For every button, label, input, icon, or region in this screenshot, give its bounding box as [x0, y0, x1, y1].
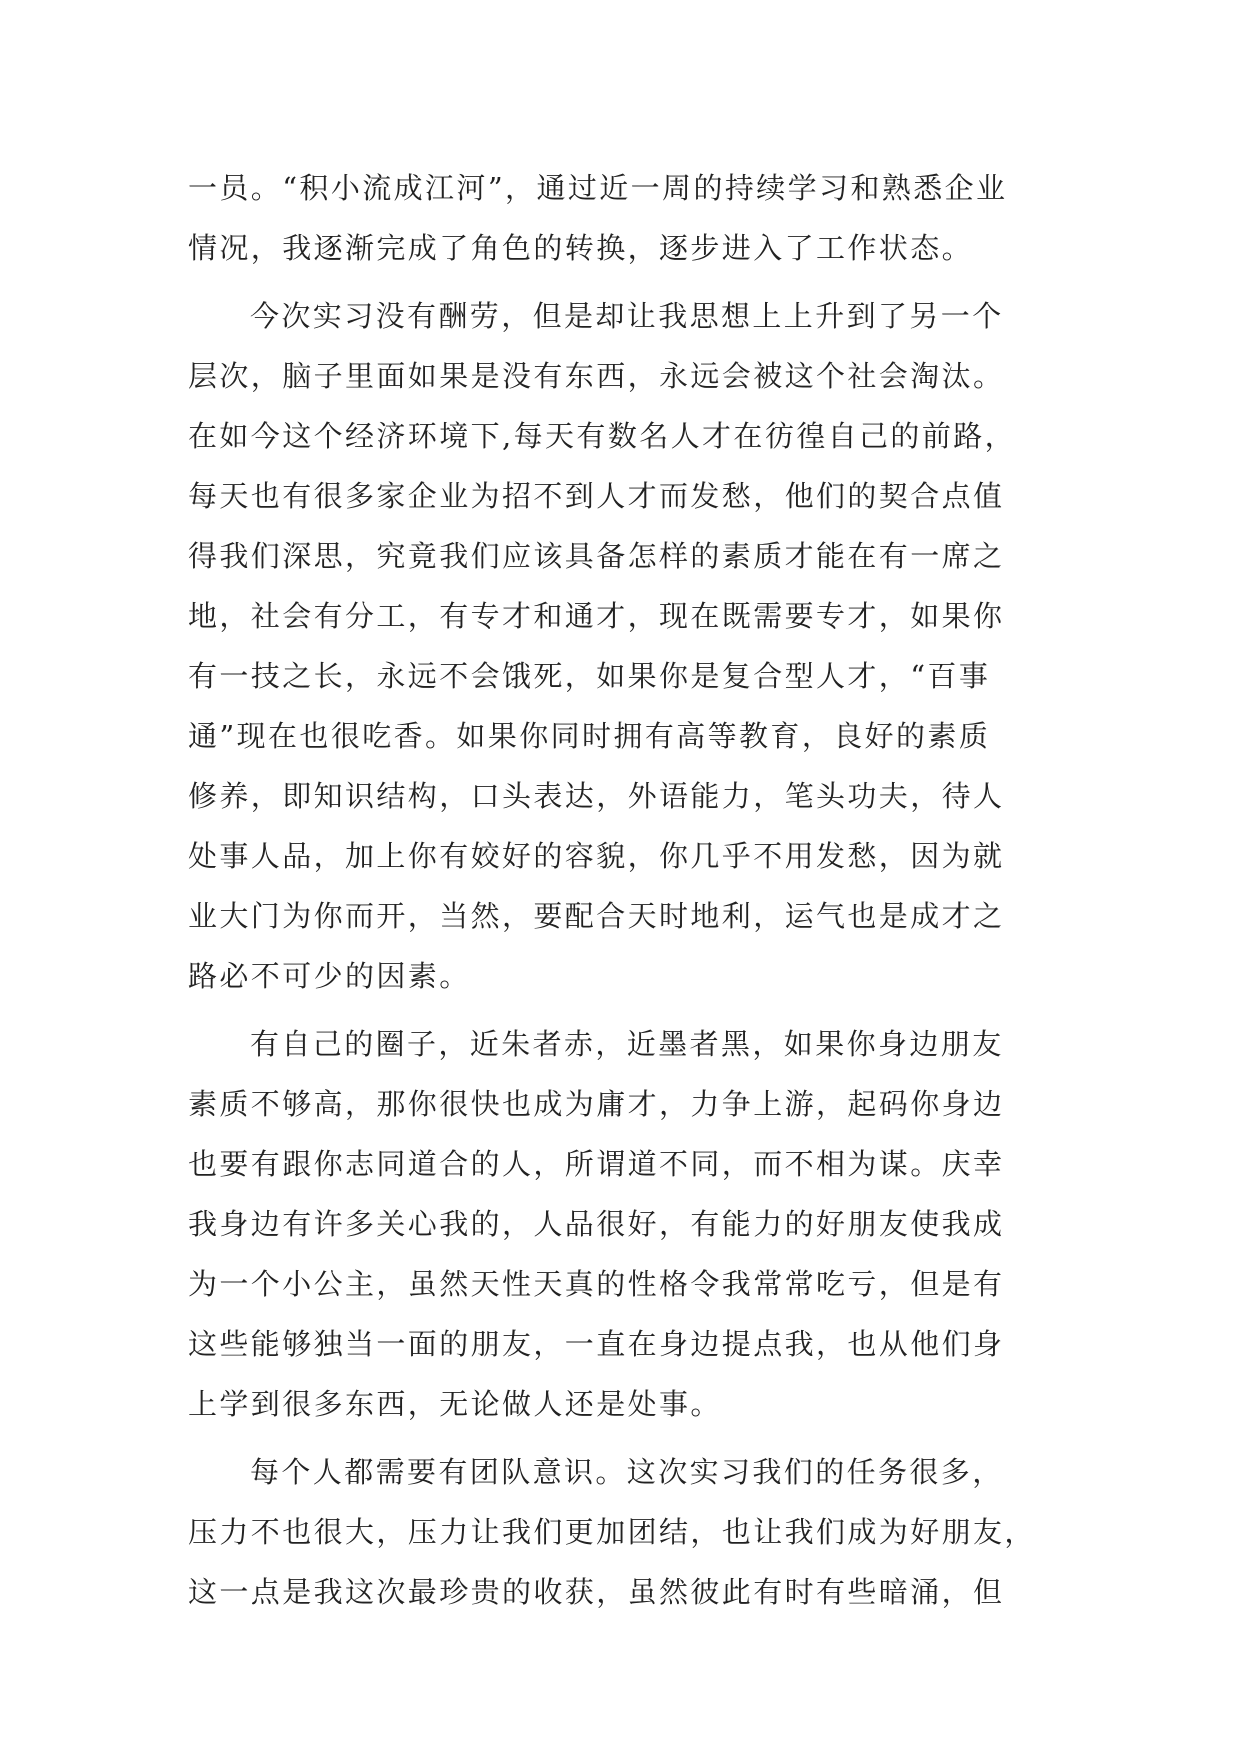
text-line: 业大门为你而开，当然，要配合天时地利，运气也是成才之 — [188, 899, 1005, 933]
text-line: 也要有跟你志同道合的人，所谓道不同，而不相为谋。庆幸 — [188, 1147, 1005, 1181]
text-line: 处事人品，加上你有姣好的容貌，你几乎不用发愁，因为就 — [188, 839, 1005, 873]
text-line: 地，社会有分工，有专才和通才，现在既需要专才，如果你 — [188, 599, 1005, 633]
text-line: 一员。“积小流成江河”，通过近一周的持续学习和熟悉企业 — [188, 171, 1008, 205]
text-line: 在如今这个经济环境下,每天有数名人才在彷徨自己的前路， — [188, 419, 1017, 453]
body-text — [188, 158, 1068, 1622]
paragraph-start-line: 有自己的圈子，近朱者赤，近墨者黑，如果你身边朋友 — [250, 1027, 1004, 1061]
text-line: 这些能够独当一面的朋友，一直在身边提点我，也从他们身 — [188, 1327, 1005, 1361]
text-line: 得我们深思，究竟我们应该具备怎样的素质才能在有一席之 — [188, 539, 1005, 573]
text-line: 修养，即知识结构，口头表达，外语能力，笔头功夫，待人 — [188, 779, 1005, 813]
text-line: 情况，我逐渐完成了角色的转换，逐步进入了工作状态。 — [188, 231, 974, 265]
text-line: 路必不可少的因素。 — [188, 959, 471, 993]
text-line: 有一技之长，永远不会饿死，如果你是复合型人才，“百事 — [188, 659, 991, 693]
text-line: 压力不也很大，压力让我们更加团结，也让我们成为好朋友， — [188, 1515, 1036, 1549]
text-line: 这一点是我这次最珍贵的收获，虽然彼此有时有些暗涌，但 — [188, 1575, 1005, 1609]
text-line: 为一个小公主，虽然天性天真的性格令我常常吃亏，但是有 — [188, 1267, 1005, 1301]
text-line: 素质不够高，那你很快也成为庸才，力争上游，起码你身边 — [188, 1087, 1005, 1121]
text-line: 每天也有很多家企业为招不到人才而发愁，他们的契合点值 — [188, 479, 1005, 513]
text-line: 上学到很多东西，无论做人还是处事。 — [188, 1387, 722, 1421]
text-line: 通”现在也很吃香。如果你同时拥有高等教育，良好的素质 — [188, 719, 991, 753]
text-line: 我身边有许多关心我的，人品很好，有能力的好朋友使我成 — [188, 1207, 1005, 1241]
paragraph-start-line: 今次实习没有酬劳，但是却让我思想上上升到了另一个 — [250, 299, 1004, 333]
text-line: 层次，脑子里面如果是没有东西，永远会被这个社会淘汰。 — [188, 359, 1005, 393]
paragraph-start-line: 每个人都需要有团队意识。这次实习我们的任务很多， — [250, 1455, 1004, 1489]
